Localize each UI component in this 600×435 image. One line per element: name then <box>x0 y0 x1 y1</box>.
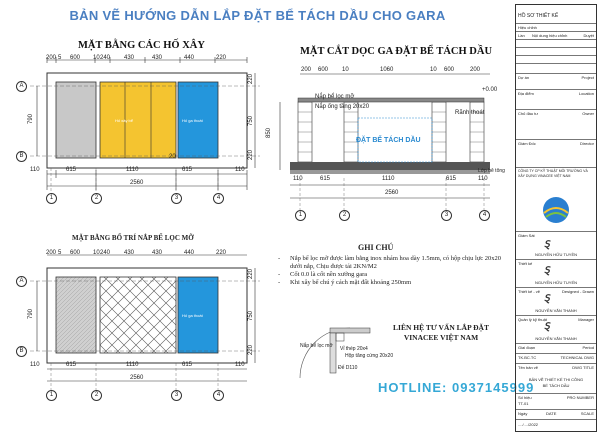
section-dim-bot-3: 615 <box>446 176 457 182</box>
tb-name1: NGUYỄN HỮU TUYỀN <box>534 252 577 257</box>
plan2-dim-right-1: 750 <box>248 310 255 322</box>
plan1-dim-bot-4: 110 <box>235 167 245 173</box>
section-level: +0.00 <box>482 87 498 93</box>
plan2-dim-top-8: 220 <box>216 250 227 256</box>
detail-label-0: Nắp bể lọc mỡ <box>300 343 333 349</box>
plan1-dim-top-8: 220 <box>216 55 227 61</box>
section-dim-top-0: 200 <box>301 67 312 73</box>
tb-owner: Owner <box>582 111 594 116</box>
tb-period: Period <box>582 345 594 350</box>
tb-header: HỒ SƠ THIẾT KẾ <box>518 13 559 19</box>
signature-4: Ȿ <box>544 321 550 331</box>
tb-director: Director <box>579 141 594 146</box>
tb-name2: NGUYỄN HỮU TUYẾN <box>534 280 577 285</box>
tb-manager: Manager <box>578 317 594 322</box>
plan1-dim-top-6: 430 <box>152 55 163 61</box>
plan2-axis-4: 4 <box>213 390 224 401</box>
plan2-axis-b: B <box>16 346 27 357</box>
section-title: MẶT CẮT DỌC GA ĐẶT BỂ TÁCH DẦU <box>300 46 493 57</box>
plan2-dim-top-1: 5 <box>58 250 62 256</box>
plan1-total: 2560 <box>130 180 144 186</box>
tb-project: Project <box>581 75 594 80</box>
plan2-dim-bot-1: 615 <box>66 362 77 368</box>
contact-line2: VINACEE VIỆT NAM <box>403 333 479 342</box>
plan1-axis-b: B <box>16 151 27 162</box>
section-axis-3: 3 <box>441 210 452 221</box>
plan1-dim-bot-2: 1110 <box>126 167 139 173</box>
plan1-dim-bot-1: 615 <box>66 167 77 173</box>
plan1-axis-a: A <box>16 81 27 92</box>
plan2-dim-top-5: 430 <box>124 250 135 256</box>
plan2-dim-top-6: 430 <box>152 250 163 256</box>
hotline: HOTLINE: 0937145999 <box>378 380 535 395</box>
notes-list <box>278 255 508 287</box>
tb-scale: SCALE <box>580 411 594 416</box>
plan1-room-yellow-label: Hố xây bể <box>115 118 134 123</box>
tb-tk-bc: TK.BC.TC <box>518 355 537 360</box>
plan1-dim-top-7: 440 <box>184 55 195 61</box>
tb-chu-dau-tu: Chủ đầu tư <box>518 111 539 116</box>
tb-dwg-name1: BẢN VẼ THIẾT KẾ THI CÔNG <box>528 377 584 382</box>
section-callout-3: Lớp bê tông <box>478 168 505 174</box>
tb-no: TT-01 <box>518 401 529 406</box>
detail-label-1: Vỉ thép 20x4 <box>340 346 368 352</box>
plan1-dim-left: 790 <box>28 113 35 125</box>
plan2-axis-1: 1 <box>46 390 57 401</box>
tb-thiet-ke: Thiết kế <box>518 261 533 266</box>
tb-du-an: Dự án <box>518 75 530 80</box>
tb-ten-ban-ve: Tên bản vẽ <box>518 365 539 370</box>
section-tank-label: ĐẶT BỂ TÁCH DẦU <box>356 137 421 144</box>
plan1-dim-top-5: 430 <box>124 55 135 61</box>
detail-label-2: Hộp tăng cứng 20x20 <box>345 353 394 359</box>
tb-quan-ly: Quản lý kỹ thuật <box>518 317 547 322</box>
tb-pro-number: PRO NUMBER <box>566 395 594 400</box>
plan1-dim-top-1: 5 <box>58 55 62 61</box>
tb-so-hieu: Số hiệu <box>518 395 532 400</box>
plan2-room-blue-label: Hố ga thoát <box>182 313 203 318</box>
section-callout-0: Nắp bể lọc mỡ <box>315 94 355 100</box>
plan1-dim-top-4: 240 <box>100 55 111 61</box>
tb-dwg-title: DWG TITLE <box>572 365 594 370</box>
plan1-room-blue-label: Hố ga thoát <box>182 118 203 123</box>
tb-revision: Hiệu chỉnh <box>518 25 537 30</box>
tb-location: Location <box>578 91 594 96</box>
plan1-dim-top-3: 10 <box>93 55 100 61</box>
tb-date: DATE <box>546 411 557 416</box>
tb-date-val: ..../..../2022 <box>518 422 539 427</box>
tb-duyet: Duyệt <box>583 33 594 38</box>
contact-block <box>385 323 497 343</box>
page-title: BẢN VẼ HƯỚNG DẪN LẮP ĐẶT BỂ TÁCH DẦU CHO GARA <box>69 8 446 23</box>
section-total: 2560 <box>385 190 399 196</box>
section-axis-2: 2 <box>339 210 350 221</box>
plan2-total: 2560 <box>130 375 144 381</box>
tb-ve: Thiết kế - vẽ <box>518 289 541 294</box>
signature-3: Ȿ <box>544 293 550 303</box>
tb-giai-doan: Giai đoạn <box>518 345 536 350</box>
section-dim-bot-2: 1110 <box>382 176 395 182</box>
section-dim-top-1: 600 <box>318 67 329 73</box>
tb-company: CÔNG TY CP KỸ THUẬT MÔI TRƯỜNG VÀ XÂY DỰNG VINACEE VIỆT NAM <box>518 169 588 178</box>
plan2-dim-bot-4: 110 <box>235 362 245 368</box>
section-dim-top-5: 600 <box>444 67 455 73</box>
tb-designed: Designed - Drawn <box>561 289 594 294</box>
note-item: - Nắp bể lọc mỡ được làm bằng inox nhám hoa dày 1.5mm, có hộp chịu lực 20x20 dưới nắp, Chịu được tải 2KN/M2 <box>278 255 502 270</box>
signature-2: Ȿ <box>544 265 550 275</box>
plan1-dim-right-1: 750 <box>248 115 255 127</box>
contact-line1: LIÊN HỆ TƯ VẤN LẮP ĐẶT <box>393 323 489 332</box>
note-item: - Khi xây bể chú ý cách mặt đất khoảng 250mm <box>278 279 412 286</box>
plan1-axis-4: 4 <box>213 193 224 204</box>
plan1-title: MẶT BẰNG CÁC HỐ XÂY <box>78 40 205 51</box>
section-side-dim: 850 <box>266 127 273 139</box>
detail-label-3: Đế D110 <box>338 365 358 371</box>
plan2-dim-bot-3: 615 <box>182 362 193 368</box>
plan1-axis-3: 3 <box>171 193 182 204</box>
plan2-dim-top-7: 440 <box>184 250 195 256</box>
note-item: - Cốt 0.0 là cốt nền xưởng gara <box>278 271 368 278</box>
tb-name4: NGUYỄN VĂN THANH <box>535 336 577 341</box>
plan2-dim-left: 790 <box>28 308 35 320</box>
tb-giam-sat: Giám Sát <box>518 233 535 238</box>
section-dim-bot-4: 110 <box>478 176 488 182</box>
section-dim-top-3: 1060 <box>380 67 394 73</box>
section-dim-top-4: 10 <box>430 67 437 73</box>
plan2-dim-top-3: 10 <box>93 250 100 256</box>
plan1-dim-bot-0: 110 <box>30 167 40 173</box>
plan1-dim-top-0: 200 <box>46 55 57 61</box>
section-dim-top-6: 200 <box>470 67 481 73</box>
plan1-dim-right-2: 220 <box>248 149 255 161</box>
plan2-dim-bot-2: 1110 <box>126 362 139 368</box>
tb-dwg-name2: BỂ TÁCH DẦU <box>542 383 570 388</box>
section-dim-bot-1: 615 <box>320 176 331 182</box>
section-dim-bot-0: 110 <box>293 176 303 182</box>
plan2-dim-top-2: 600 <box>70 250 81 256</box>
plan2-axis-a: A <box>16 276 27 287</box>
plan2-dim-top-0: 200 <box>46 250 57 256</box>
plan1-dim-top-2: 600 <box>70 55 81 61</box>
tb-dia-diem: Địa điểm <box>518 91 534 96</box>
plan2-title: MẶT BẰNG BỐ TRÍ NẮP BỂ LỌC MỠ <box>72 234 194 242</box>
notes-title: GHI CHÚ <box>358 243 394 252</box>
plan2-dim-top-4: 240 <box>100 250 111 256</box>
tb-ngay: Ngày <box>518 411 528 416</box>
section-callout-2: Rãnh thoát <box>455 110 485 116</box>
section-dim-top-2: 10 <box>342 67 349 73</box>
tb-giam-doc: Giám Đốc <box>518 141 536 146</box>
title-block <box>515 4 597 432</box>
tb-tech: TECHNICAL DWG <box>560 355 594 360</box>
plan2-dim-right-2: 220 <box>248 344 255 356</box>
plan1-small-dim: 20 <box>169 154 176 160</box>
plan2-dim-bot-0: 110 <box>30 362 40 368</box>
signature-1: Ȿ <box>544 239 550 249</box>
section-axis-4: 4 <box>479 210 490 221</box>
plan1-axis-2: 2 <box>91 193 102 204</box>
tb-lan: Lần <box>518 33 525 38</box>
plan1-axis-1: 1 <box>46 193 57 204</box>
section-axis-1: 1 <box>295 210 306 221</box>
plan2-dim-right-0: 220 <box>248 268 255 280</box>
plan1-dim-bot-3: 615 <box>182 167 193 173</box>
section-callout-1: Nắp ống tầng 20x20 <box>315 104 370 110</box>
company-logo <box>538 195 574 225</box>
tb-name3: NGUYỄN VĂN THANH <box>535 308 577 313</box>
plan1-dim-right-0: 220 <box>248 73 255 85</box>
plan2-axis-3: 3 <box>171 390 182 401</box>
plan2-axis-2: 2 <box>91 390 102 401</box>
tb-noidung: Nội dung hiệu chỉnh <box>532 33 568 38</box>
